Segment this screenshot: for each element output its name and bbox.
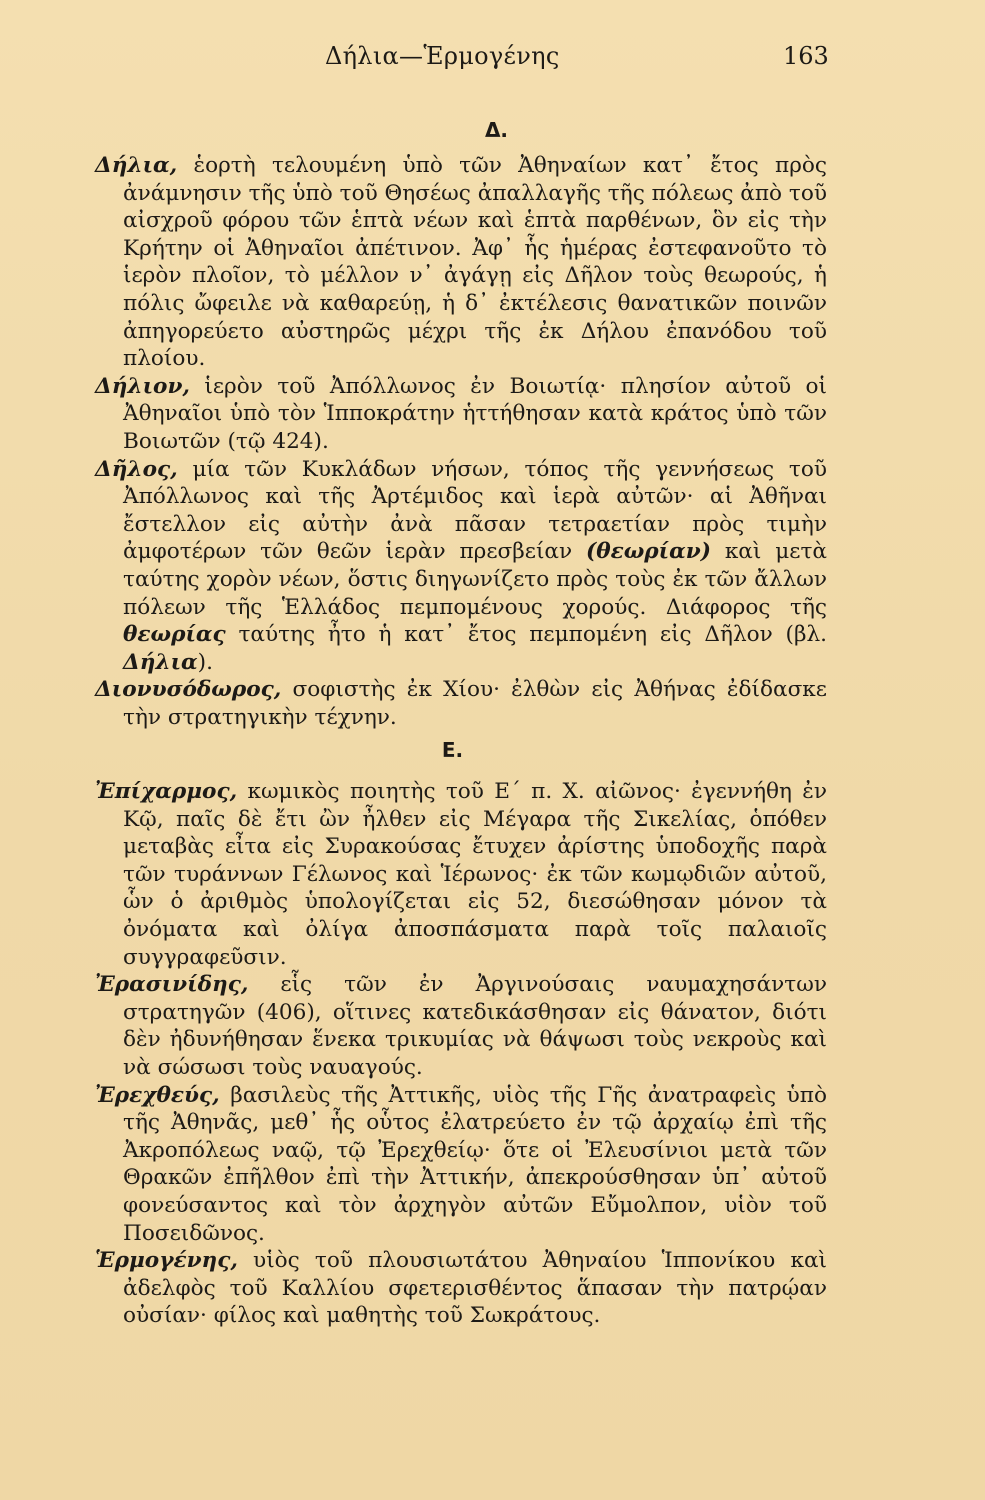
emphasis-term: θεωρίας	[123, 622, 226, 648]
entry-epicharmos	[95, 778, 827, 971]
running-title: Δήλια—Ἑρμογένης	[325, 42, 560, 70]
entry-text: ἱερὸν τοῦ Ἀπόλλωνος ἐν Βοιωτίᾳ· πλησίον αὐτοῦ οἱ Ἀθηναῖοι ὑπὸ τὸν Ἱπποκράτην ἡττήθησαν κατὰ κράτος ὑπὸ τῶν Βοιωτῶν (τῷ 424).	[123, 373, 827, 454]
headword: Ἐπίχαρμος,	[95, 779, 238, 804]
headword: Ἐρεχθεύς,	[95, 1082, 220, 1108]
running-head	[0, 42, 985, 82]
entry-hermogenes	[95, 1247, 827, 1330]
entry-erasinides	[95, 971, 827, 1081]
entry-text: ταύτης ἦτο ἡ κατ᾿ ἔτος πεμπομένη εἰς Δῆλον (βλ.	[225, 622, 827, 648]
cross-reference: Δήλια	[123, 649, 198, 675]
entry-text: ).	[197, 649, 213, 675]
entry-text: μία τῶν Κυκλάδων νήσων, τόπος τῆς γεννήσεως τοῦ Ἀπόλλωνος καὶ τῆς Ἀρτέμιδος καὶ ἱερὰ αὐτῶν· αἱ Ἀθῆναι ἔστελλον εἰς αὐτὴν ἀνὰ πᾶσαν τετραετίαν πρὸς τιμὴν ἀμφοτέρων τῶν θεῶν ἱερὰν πρεσβείαν	[123, 456, 827, 565]
headword: Ἐρασινίδης,	[95, 972, 249, 998]
entry-text: κωμικὸς ποιητὴς τοῦ Ε΄ π. Χ. αἰῶνος· ἐγεννήθη ἐν Κῷ, παῖς δὲ ἔτι ὢν ἦλθεν εἰς Μέγαρα τῆς Σικελίας, ὁπόθεν μεταβὰς εἶτα εἰς Συρακούσας ἔτυχεν ἀρίστης ὑποδοχῆς παρὰ τῶν τυράννων Γέλωνος καὶ Ἱέρωνος· ἐκ τῶν κωμῳδιῶν αὐτοῦ, ὧν ὁ ἀριθμὸς ὑπολογίζεται εἰς 52, διεσώθησαν μόνον τὰ ὀνόματα καὶ ὀλίγα ἀποσπάσματα παρὰ τοῖς παλαιοῖς συγγραφεῦσιν.	[123, 779, 827, 970]
headword: Ἑρμογένης,	[95, 1248, 238, 1274]
page-number: 163	[783, 42, 829, 70]
headword: Δῆλος,	[95, 456, 178, 482]
entry-text: υἱὸς τοῦ πλουσιωτάτου Ἀθηναίου Ἱππονίκου καὶ ἀδελφὸς τοῦ Καλλίου σφετερισθέντος ἅπασαν τὴν πατρῴαν οὐσίαν· φίλος καὶ μαθητὴς τοῦ Σωκράτους.	[123, 1248, 827, 1329]
entry-erechtheus	[95, 1082, 827, 1248]
section-e-entries	[95, 778, 827, 1330]
entry-text: καὶ μετὰ ταύτης χορὸν νέων, ὅστις διηγωνίζετο πρὸς τοὺς ἐκ τῶν ἄλλων πόλεων τῆς Ἑλλάδος πεμπομένους χορούς. Διάφορος τῆς	[123, 539, 827, 620]
headword: Δήλια,	[95, 153, 178, 178]
headword: Διονυσόδωρος,	[95, 677, 282, 703]
entry-text: ἑορτὴ τελουμένη ὑπὸ τῶν Ἀθηναίων κατ᾿ ἔτος πρὸς ἀνάμνησιν τῆς ὑπὸ τοῦ Θησέως ἀπαλλαγῆς τῆς πόλεως ἀπὸ τοῦ αἰσχροῦ φόρου τῶν ἑπτὰ νέων καὶ ἑπτὰ παρθένων, ὃν εἰς τὴν Κρήτην οἱ Ἀθηναῖοι ἀπέτινον. Ἀφ᾿ ἧς ἡμέρας ἐστεφανοῦτο τὸ ἱερὸν πλοῖον, τὸ μέλλον ν᾿ ἀγάγῃ εἰς Δῆλον τοὺς θεωρούς, ἡ πόλις ὤφειλε νὰ καθαρεύῃ, ἡ δ᾿ ἐκτέλεσις θανατικῶν ποινῶν ἀπηγορεύετο αὐστηρῶς μέχρι τῆς ἐκ Δήλου ἐπανόδου τοῦ πλοίου.	[123, 153, 827, 372]
entry-text: σοφιστὴς ἐκ Χίου· ἐλθὼν εἰς Ἀθήνας ἐδίδασκε τὴν στρατηγικὴν τέχνην.	[123, 677, 827, 730]
entry-dionysodoros	[95, 676, 827, 731]
headword: Δήλιον,	[95, 373, 190, 399]
emphasis-term: (θεωρίαν)	[586, 539, 711, 565]
entry-delia	[95, 152, 827, 373]
section-letter-e: Ε.	[441, 738, 464, 762]
section-letter-d: Δ.	[484, 118, 509, 142]
entry-delos	[95, 456, 827, 677]
entry-text: εἷς τῶν ἐν Ἀργινούσαις ναυμαχησάντων στρατηγῶν (406), οἵτινες κατεδικάσθησαν εἰς θάνατον, διότι δὲν ἠδυνήθησαν ἕνεκα τρικυμίας νὰ θάψωσι τοὺς νεκροὺς καὶ νὰ σώσωσι τοὺς ναυαγούς.	[123, 972, 827, 1080]
section-d-entries	[95, 152, 827, 731]
entry-delion	[95, 373, 827, 456]
entry-text: βασιλεὺς τῆς Ἀττικῆς, υἱὸς τῆς Γῆς ἀνατραφεὶς ὑπὸ τῆς Ἀθηνᾶς, μεθ᾿ ἧς οὗτος ἐλατρεύετο ἐν τῷ ἀρχαίῳ ἐπὶ τῆς Ἀκροπόλεως ναῷ, τῷ Ἐρεχθείῳ· ὅτε οἱ Ἐλευσίνιοι μετὰ τῶν Θρακῶν ἐπῆλθον ἐπὶ τὴν Ἀττικήν, ἀπεκρούσθησαν ὑπ᾿ αὐτοῦ φονεύσαντος καὶ τὸν ἀρχηγὸν αὐτῶν Εὔμολπον, υἱὸν τοῦ Ποσειδῶνος.	[123, 1082, 827, 1246]
